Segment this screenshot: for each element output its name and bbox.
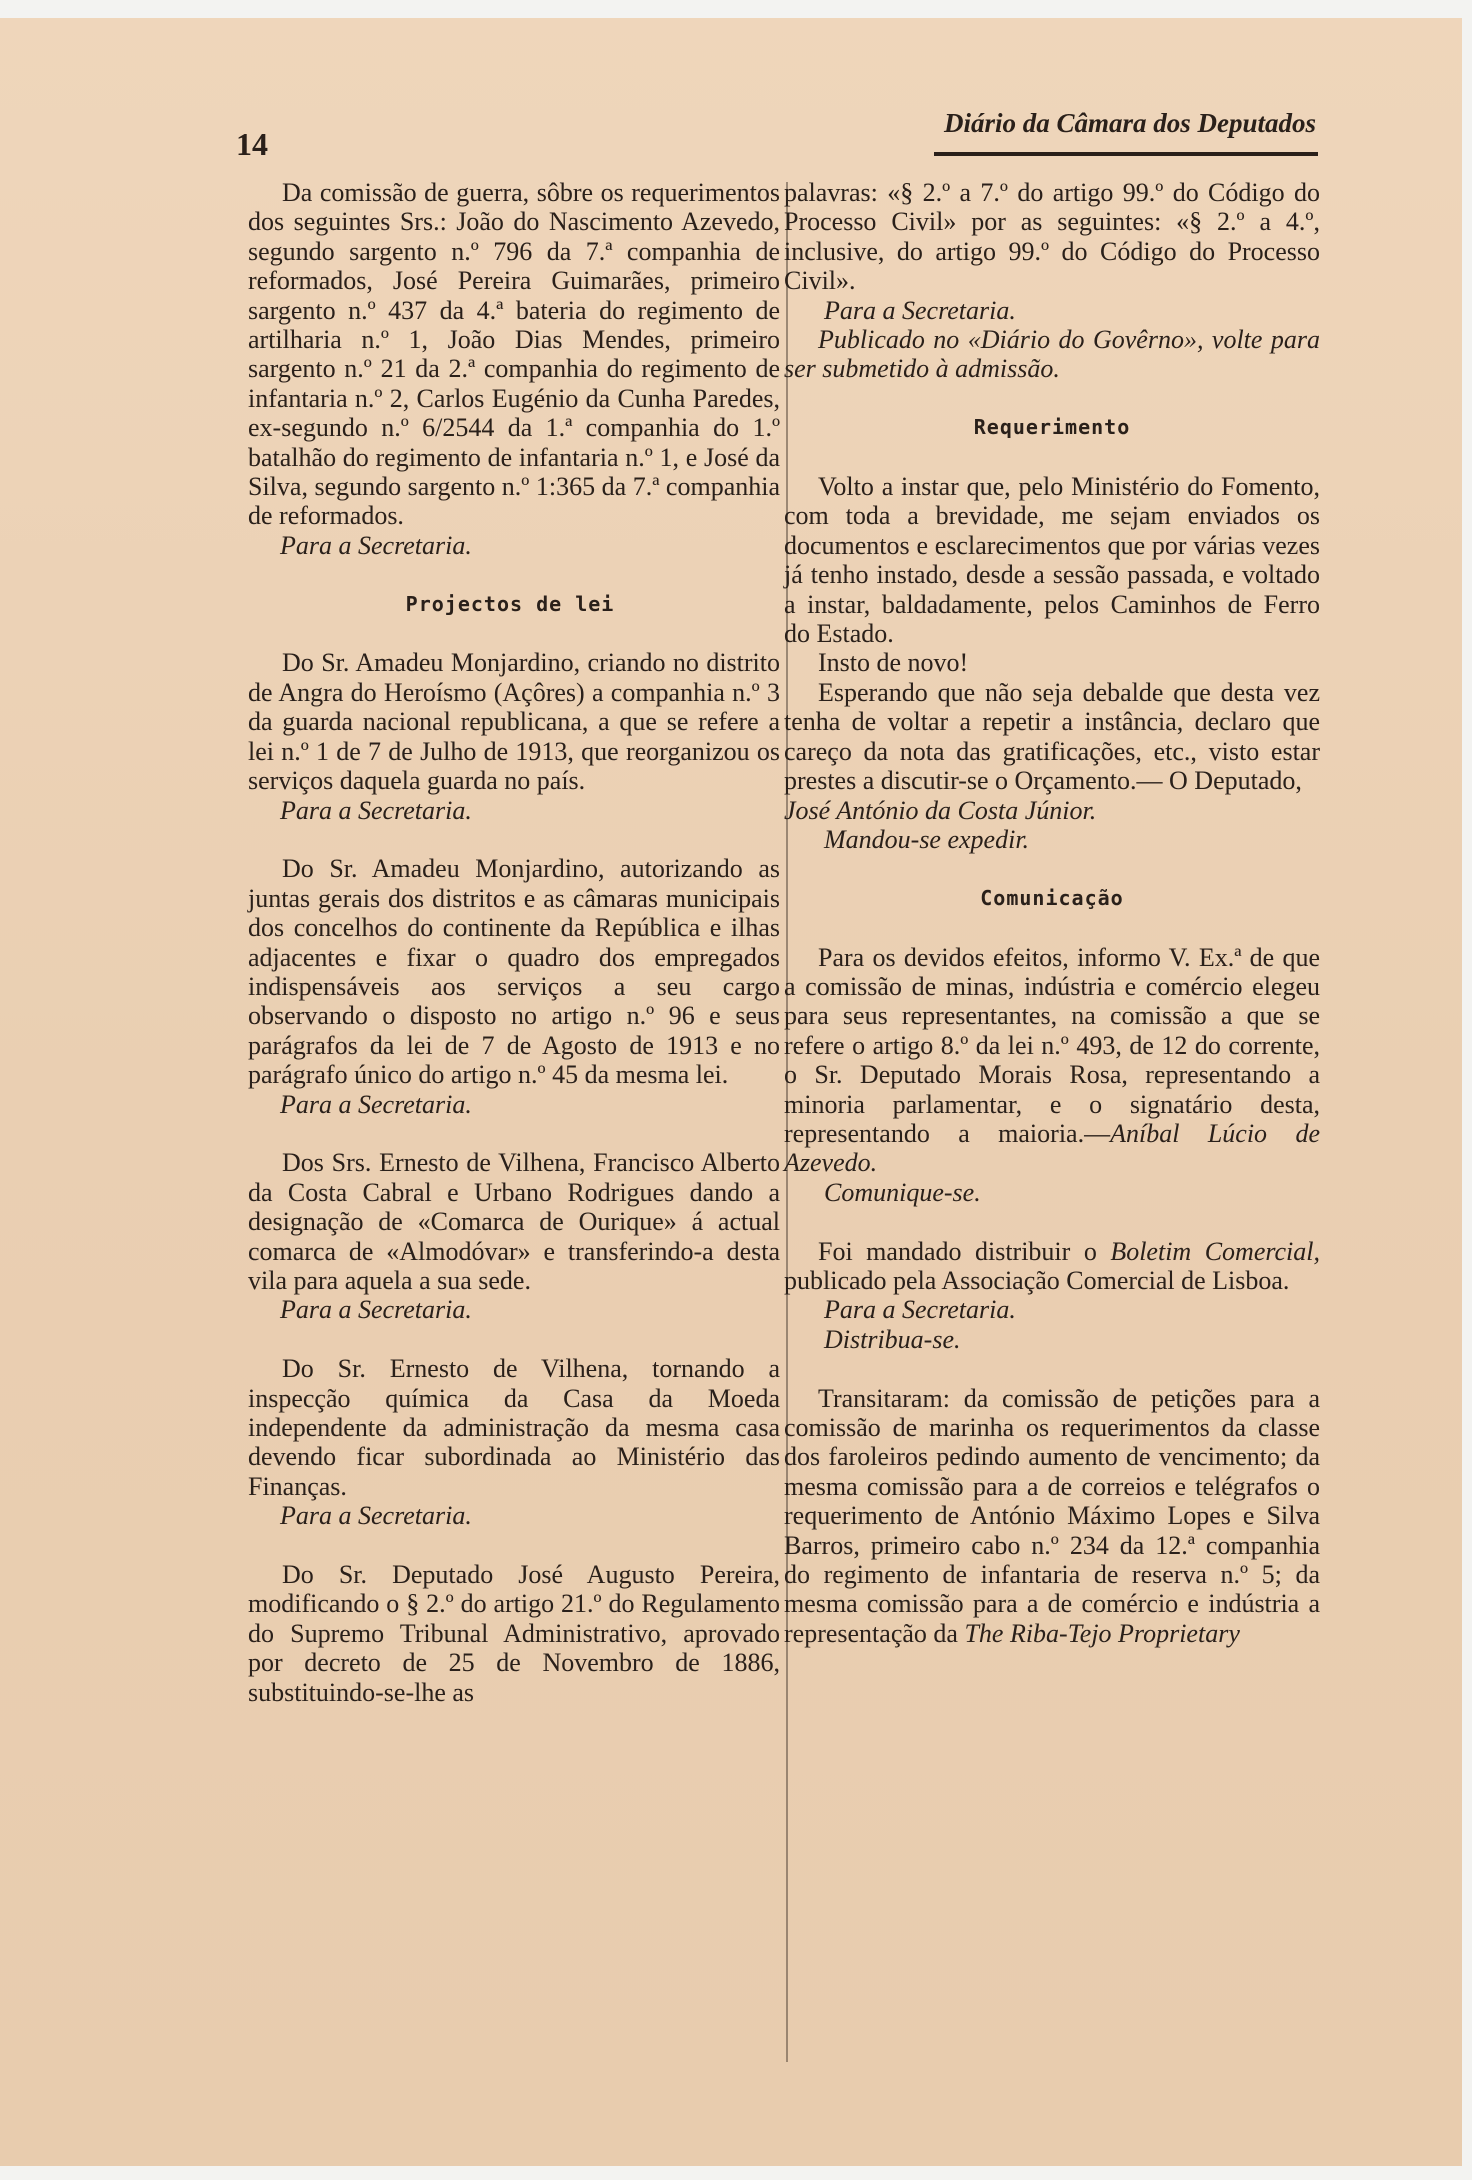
comunicacao-text: Para os devidos efeitos, informo V. Ex.ª de que a comissão de minas, indústria e comércio elegeu para seus representantes, na comissão a que se refere o artigo 8.º da lei n.º 493, de 12 do corrente, o Sr. Deputado Morais Rosa, representando a minoria parlamentar, e o signatário desta, representando a maioria.— — [784, 942, 1320, 1148]
spacer — [240, 1325, 780, 1354]
spacer — [784, 1207, 1320, 1236]
destination-note: Para a Secretaria. — [280, 1501, 472, 1531]
scan-border-right — [1462, 0, 1472, 2180]
paragraph-comunicacao — [784, 943, 1320, 1178]
destination-note: Distribua-se. — [824, 1324, 961, 1354]
section-heading-requerimento: Requerimento — [973, 415, 1131, 440]
paragraph-projecto-1: Do Sr. Amadeu Monjardino, criando no distrito de Angra do Heroísmo (Açôres) a companhia n.º 3 da guarda nacional republicana, a que se refere a lei n.º 1 de 7 de Julho de 1913, que reorganizou os serviços daquela guarda no país. — [248, 648, 780, 796]
spacer — [240, 1531, 780, 1560]
publication-note — [784, 325, 1320, 384]
transitaram-title: The Riba-Tejo Proprietary — [964, 1618, 1240, 1648]
paragraph-transitaram — [784, 1384, 1320, 1649]
spacer — [784, 443, 1320, 472]
destination-note: Para a Secretaria. — [280, 795, 472, 825]
paragraph-requerimento: Volto a instar que, pelo Ministério do Fomento, com toda a brevidade, me sejam enviados os documentos e esclarecimentos que por várias vezes já tenho instado, desde a sessão passada, e voltado a instar, baldadamente, pelos Caminhos de Ferro do Estado. — [784, 472, 1320, 649]
destination-note: Mandou-se expedir. — [824, 824, 1030, 854]
destination-note: Para a Secretaria. — [280, 1089, 472, 1119]
paragraph-insto: Insto de novo! — [818, 648, 969, 678]
paragraph-projecto-3: Dos Srs. Ernesto de Vilhena, Francisco Alberto da Costa Cabral e Urbano Rodrigues dando a designação de «Comarca de Ourique» á actual comarca de «Almodóvar» e transferindo-a desta vila para aquela a sua sede. — [248, 1148, 780, 1295]
destination-note: Para a Secretaria. — [280, 530, 472, 560]
spacer — [784, 384, 1320, 413]
signature: José António da Costa Júnior. — [784, 795, 1097, 825]
spacer — [240, 560, 780, 589]
page-number: 14 — [236, 126, 268, 162]
boletim-text-a: Foi mandado distribuir o — [818, 1236, 1097, 1266]
running-title: Diário da Câmara dos Deputados — [943, 108, 1316, 138]
section-heading-comunicacao: Comunicação — [980, 885, 1124, 910]
publication-note-text: Publicado no «Diário do Govêrno», volte para ser submetido à admissão. — [784, 325, 1320, 384]
paragraph-projecto-2: Do Sr. Amadeu Monjardino, autorizando as juntas gerais dos distritos e as câmaras municipais dos concelhos do continente da República e ilhas adjacentes e fixar o quadro dos empregados indispensáveis aos serviços a seu cargo observando o disposto no artigo n.º 96 e seus parágrafos da lei de 7 de Agosto de 1913 e no parágrafo único do artigo n.º 45 da mesma lei. — [248, 854, 780, 1090]
spacer — [240, 619, 780, 648]
paragraph-comissao-guerra: Da comissão de guerra, sôbre os requerimentos dos seguintes Srs.: João do Nascimento Azevedo, segundo sargento n.º 796 da 7.ª companhia de reformados, José Pereira Guimarães, primeiro sargento n.º 437 da 4.ª bateria do regimento de artilharia n.º 1, João Dias Mendes, primeiro sargento n.º 21 da 2.ª companhia do regimento de infantaria n.º 2, Carlos Eugénio da Cunha Paredes, ex-segundo n.º 6/2544 da 1.ª companhia do 1.º batalhão do regimento de infantaria n.º 1, e José da Silva, segundo sargento n.º 1:365 da 7.ª companhia de reformados. — [248, 178, 780, 531]
section-heading-projectos: Projectos de lei — [405, 591, 615, 616]
spacer — [784, 854, 1320, 883]
spacer — [784, 1354, 1320, 1383]
scan-border-top — [0, 0, 1472, 18]
transitaram-text: Transitaram: da comissão de petições para a comissão de marinha os requerimentos da classe dos faroleiros pedindo aumento de vencimento; da mesma comissão para a de correios e telégrafos o requerimento de António Máximo Lopes e Silva Barros, primeiro cabo n.º 234 da 12.ª companhia do regimento de infantaria de reserva n.º 5; da mesma comissão para a de comércio e indústria a representação da — [784, 1383, 1320, 1648]
paragraph-esperando: Esperando que não seja debalde que desta vez tenha de voltar a repetir a instância, declaro que careço da nota das gratificações, etc., visto estar prestes a discutir-se o Orçamento.— O Deputado, — [784, 677, 1320, 796]
right-column — [784, 178, 1320, 1648]
paragraph-projecto-4: Do Sr. Ernesto de Vilhena, tornando a inspecção química da Casa da Moeda independente da administração da mesma casa devendo ficar subordinada ao Ministério das Finanças. — [248, 1354, 780, 1501]
scan-border-bottom — [0, 2166, 1472, 2180]
destination-note: Para a Secretaria. — [824, 1295, 1016, 1325]
destination-note: Comunique-se. — [824, 1177, 981, 1207]
spacer — [240, 1119, 780, 1148]
left-column — [240, 178, 780, 1707]
comunicacao-signature: Aníbal Lúcio de Azevedo. — [784, 1118, 1320, 1178]
paragraph-continuation: palavras: «§ 2.º a 7.º do artigo 99.º do Código do Processo Civil» por as seguintes: «§ 2.º a 4.º, inclusive, do artigo 99.º do Código do Processo Civil». — [784, 178, 1320, 296]
destination-note: Para a Secretaria. — [280, 1295, 472, 1325]
paragraph-projecto-5: Do Sr. Deputado José Augusto Pereira, modificando o § 2.º do artigo 21.º do Regulamento do Supremo Tribunal Administrativo, aprovado por decreto de 25 de Novembro de 1886, substituindo-se-lhe as — [248, 1560, 780, 1707]
boletim-text-b: publicado pela Associação Comercial de Lisboa. — [784, 1265, 1290, 1295]
header-rule — [934, 152, 1318, 156]
destination-note: Para a Secretaria. — [824, 295, 1016, 325]
paragraph-boletim — [784, 1237, 1320, 1296]
boletim-title: Boletim Comercial, — [1110, 1236, 1320, 1266]
spacer — [784, 913, 1320, 942]
spacer — [240, 825, 780, 854]
